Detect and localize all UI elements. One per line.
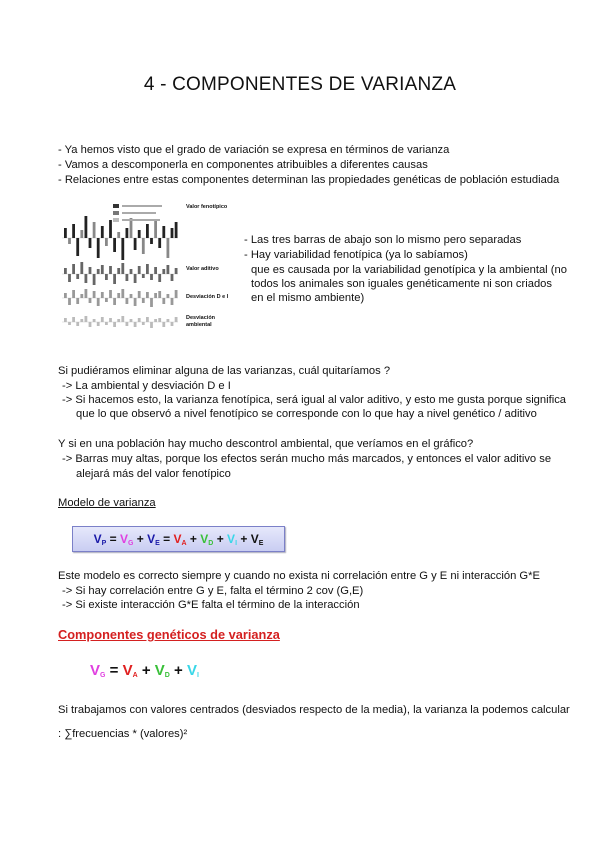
variance-bar [138, 318, 141, 322]
variance-bar [97, 322, 100, 326]
variance-bar [68, 322, 71, 325]
variance-bar [113, 238, 116, 252]
variance-bar [142, 298, 145, 303]
formula-operator: + [237, 532, 251, 546]
variance-bar [76, 322, 79, 326]
intro-line-3: - Relaciones entre estas componentes determinan las propiedades genéticas de población estudiada [58, 174, 560, 186]
variance-bar [64, 318, 67, 322]
variance-bar [80, 262, 83, 274]
label-valor-aditivo: Valor aditivo [186, 266, 219, 272]
label-desviacion-ambiental-1: Desviación [186, 315, 216, 321]
variance-term-a: $V_A$ [173, 532, 187, 547]
variance-term-i: $V_I$ [227, 532, 238, 547]
variance-bar [154, 319, 157, 322]
variance-bar [101, 292, 104, 298]
variance-bar [89, 298, 92, 303]
variance-bar [68, 298, 71, 305]
variance-bar [175, 268, 178, 274]
variance-bar [64, 293, 67, 298]
formula-operator: = [159, 532, 174, 546]
variance-bar [109, 266, 112, 274]
variance-term-d: $V_D$ [154, 662, 170, 679]
variance-bar [117, 232, 120, 238]
variance-bar [93, 222, 96, 238]
variance-bar [89, 322, 92, 327]
modelo-heading: Modelo de varianza [58, 497, 156, 509]
variance-bar [93, 274, 96, 285]
question1-line-3: -> Si hacemos esto, la varianza fenotípica, será igual al valor aditivo, y esto me gusta porque significa [62, 394, 567, 406]
variance-term-i: $V_I$ [186, 662, 199, 679]
variance-bar [142, 274, 145, 278]
variance-bar [72, 264, 75, 274]
variance-bar [109, 220, 112, 238]
variance-bar [171, 228, 174, 238]
variance-bar [162, 298, 165, 304]
label-valor-fenotipico: Valor fenotípico [186, 204, 228, 210]
label-desviacion-di: Desviación D e I [186, 294, 229, 300]
formula-operator: + [133, 532, 148, 546]
variance-bar [126, 322, 129, 326]
variance-bar [76, 274, 79, 279]
variance-bar [121, 316, 124, 322]
variance-bar [101, 317, 104, 322]
variance-bar [154, 293, 157, 298]
variance-bar [130, 269, 133, 274]
variance-bar [134, 238, 137, 250]
variance-bar [89, 267, 92, 274]
variance-bar [85, 216, 88, 238]
variance-bar [85, 289, 88, 298]
variance-bar [105, 238, 108, 246]
variance-bar [109, 290, 112, 298]
variance-bar [113, 298, 116, 305]
variance-bar [154, 267, 157, 274]
variance-bar [167, 265, 170, 274]
formula-genetic-text [90, 662, 199, 679]
variance-bar [134, 298, 137, 306]
variance-bar [64, 268, 67, 274]
variance-bar [142, 238, 145, 254]
variance-bar [121, 263, 124, 274]
variance-bar [158, 318, 161, 322]
variance-bar [80, 319, 83, 322]
variance-bar [126, 274, 129, 281]
variance-bar [171, 298, 174, 305]
variance-bar [167, 319, 170, 322]
variance-bar [113, 322, 116, 327]
formula-operator: + [186, 532, 201, 546]
variance-bar [68, 238, 71, 244]
variance-bar [175, 290, 178, 298]
formula-operator: = [105, 662, 123, 679]
variance-bar [76, 298, 79, 304]
variance-model-formula [72, 526, 285, 552]
question1-line-4: que lo que observó a nivel fenotípico se corresponde con lo que hay a nivel genético / aditivo [76, 408, 537, 420]
variance-bar [85, 316, 88, 322]
variance-bar [162, 226, 165, 238]
variance-bar [109, 318, 112, 322]
model-note-2: -> Si hay correlación entre G y E, falta el término 2 cov (G,E) [62, 585, 364, 597]
legend-box [113, 204, 162, 222]
question2-line-3: alejará más del valor fenotípico [76, 468, 231, 480]
variance-term-a: $V_A$ [122, 662, 138, 679]
variance-bar [126, 298, 129, 304]
variance-bar [117, 319, 120, 322]
variance-bar [121, 289, 124, 298]
variance-bar [93, 291, 96, 298]
variance-bar [72, 317, 75, 322]
variance-bar [146, 317, 149, 322]
variance-term-g: $V_G$ [119, 532, 134, 547]
variance-bar [130, 294, 133, 298]
formula-operator: + [169, 662, 187, 679]
variance-bar [175, 222, 178, 238]
genetic-variance-formula [90, 662, 199, 679]
variance-bar [97, 238, 100, 258]
variance-bar [150, 238, 153, 244]
figure-note-5: en el mismo ambiente) [251, 292, 365, 304]
variance-bar [158, 274, 161, 282]
variance-bar [97, 298, 100, 306]
variance-bar [76, 238, 79, 256]
variance-bar [93, 319, 96, 322]
variance-bar [105, 274, 108, 280]
figure-note-4: todos los animales son iguales genéticamente ni son criados [251, 278, 552, 290]
variance-bar [117, 293, 120, 298]
variance-term-g: $V_G$ [90, 662, 106, 679]
variance-term-d: $V_D$ [200, 532, 214, 547]
question1-line-1: Si pudiéramos eliminar alguna de las varianzas, cuál quitaríamos ? [58, 365, 391, 377]
bar-groups [62, 216, 178, 328]
variance-bar [134, 322, 137, 327]
variance-bar [150, 298, 153, 307]
variance-bar [117, 268, 120, 274]
model-note-3: -> Si existe interacción G*E falta el término de la interacción [62, 599, 360, 611]
figure-note-1: - Las tres barras de abajo son lo mismo pero separadas [244, 234, 522, 246]
variance-bar [68, 274, 71, 282]
variance-bar [105, 322, 108, 325]
variance-bar [175, 317, 178, 322]
variance-bar [167, 294, 170, 298]
page-title: 4 - COMPONENTES DE VARIANZA [143, 74, 457, 95]
formula-operator: = [106, 532, 120, 546]
question1-line-2: -> La ambiental y desviación D e I [62, 380, 231, 392]
formula-operator: + [137, 662, 155, 679]
intro-line-2: - Vamos a descomponerla en componentes atribuibles a diferentes causas [58, 159, 428, 171]
variance-bar [97, 269, 100, 274]
closing-line-1: Si trabajamos con valores centrados (desviados respecto de la media), la varianza la podemos calcular [58, 704, 570, 716]
variance-bar [146, 224, 149, 238]
variance-bar [146, 264, 149, 274]
variance-bar [89, 238, 92, 248]
variance-bar [101, 265, 104, 274]
question2-line-2: -> Barras muy altas, porque los efectos serán mucho más marcados, y entonces el valor aditivo se [62, 453, 552, 465]
variance-bar [121, 238, 124, 260]
variance-bar [138, 230, 141, 238]
variance-bar [64, 228, 67, 238]
variance-bar [80, 230, 83, 238]
variance-term-e: $V_E$ [250, 532, 264, 547]
variance-term-p: $V_P$ [93, 532, 107, 547]
intro-line-1: - Ya hemos visto que el grado de variación se expresa en términos de varianza [58, 144, 450, 156]
variance-bar [142, 322, 145, 325]
variance-bar [171, 274, 174, 281]
closing-line-2: : ∑frecuencias * (valores)² [58, 728, 188, 740]
variance-bar [101, 226, 104, 238]
variance-bar [138, 266, 141, 274]
variance-bar [72, 290, 75, 298]
figure-note-2: - Hay variabilidad fenotípica (ya lo sabíamos) [244, 249, 468, 261]
variance-bar [146, 292, 149, 298]
label-desviacion-ambiental-2: ambiental [186, 322, 212, 328]
formula-operator: + [213, 532, 228, 546]
formula-model-text [94, 532, 264, 546]
variance-bar [105, 298, 108, 302]
variance-bar [158, 238, 161, 248]
variance-bar [80, 294, 83, 298]
variance-bar [134, 274, 137, 283]
variance-bar [154, 220, 157, 238]
variance-bar [171, 322, 174, 326]
variance-term-e: $V_E$ [147, 532, 160, 547]
variance-bar [158, 291, 161, 298]
model-note-1: Este modelo es correcto siempre y cuando no exista ni correlación entre G y E ni interacción G*E [58, 570, 540, 582]
variance-bar [167, 238, 170, 258]
variance-bar [113, 274, 116, 284]
question2-line-1: Y si en una población hay mucho descontrol ambiental, que veríamos en el gráfico? [58, 438, 474, 450]
variance-bar [150, 322, 153, 328]
variance-bar [162, 269, 165, 274]
variance-bar [138, 291, 141, 298]
variance-bar [162, 322, 165, 327]
figure-note-3: que es causada por la variabilidad genotípica y la ambiental (no [251, 264, 567, 276]
variance-bar [130, 319, 133, 322]
variance-bar [150, 274, 153, 280]
variance-bar [85, 274, 88, 283]
genetic-components-heading: Componentes genéticos de varianza [58, 627, 280, 642]
variance-bar [72, 224, 75, 238]
variance-bar [126, 228, 129, 238]
